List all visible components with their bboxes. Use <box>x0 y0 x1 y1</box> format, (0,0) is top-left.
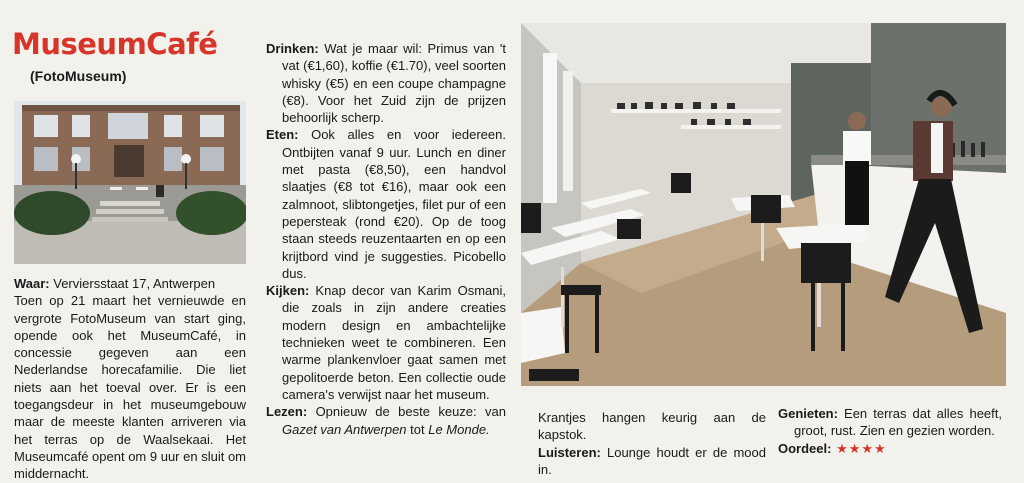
luisteren-text: Lounge houdt er de mood in. <box>538 444 766 477</box>
kijken-paragraph <box>266 282 506 403</box>
waar-paragraph <box>14 275 246 292</box>
waar-address: Verviersstaat 17, Antwerpen <box>49 276 216 291</box>
lezen-text-a: Opnieuw de beste keuze: van <box>307 404 506 420</box>
lezen-paragraph <box>266 403 506 438</box>
drinken-text: Wat je maar wil: Primus van 't vat (€1,60), koffie (€1.70), veel soorten whisky (€5) en een coupe champagne (€8). Voor het Zuid zijn de prijzen behoorlijk scherp. <box>282 41 506 126</box>
cafe-interior-photo <box>521 23 1006 386</box>
lezen-newspaper-1: Gazet van Antwerpen <box>282 421 407 437</box>
article-title: MuseumCafé <box>12 27 218 61</box>
building-illustration <box>14 101 246 264</box>
museum-building-photo <box>14 101 246 264</box>
luisteren-paragraph <box>538 444 766 479</box>
eten-paragraph <box>266 126 506 282</box>
waar-label: Waar: <box>14 276 50 291</box>
cafe-interior-illustration <box>521 23 1006 386</box>
lezen-label: Lezen: <box>266 404 308 420</box>
column-waar <box>14 275 246 483</box>
column-genieten <box>778 405 1002 457</box>
eten-text: Ook alles en voor iedereen. Ontbijten vanaf 9 uur. Lunch en diner met pasta (€8,50), een handvol slaatjes (€8 tot €16), maar ook een zalmnoot, slibtongetjes, filet pur of een pepersteak (rond €20). Op de toog staan steeds reuzentaarten en op een krijtbord vind je suggesties. Picobello dus. <box>282 127 506 281</box>
article-subtitle: (FotoMuseum) <box>30 68 127 84</box>
kapstok-paragraph: Krantjes hangen keurig aan de kapstok. <box>538 410 766 443</box>
lezen-text-b: tot <box>406 421 429 437</box>
kijken-label: Kijken: <box>266 283 310 299</box>
genieten-label: Genieten: <box>778 406 838 421</box>
lezen-newspaper-2: Le Monde. <box>428 421 490 437</box>
genieten-paragraph <box>778 405 1002 440</box>
intro-paragraph: Toen op 21 maart het vernieuwde en vergrote FotoMuseum van start ging, opende ook het MuseumCafé, in concessie gegeven aan een Nederlandse horecafamilie. Die liet niets aan het toeval over. Er is een toegangsdeur in het museumgebouw maar de meeste klanten arriveren via het terras op de Waalsekaai. Het Museumcafé opent om 9 uur en sluit om middernacht. <box>14 293 246 482</box>
oordeel-paragraph <box>778 440 1002 457</box>
luisteren-label: Luisteren: <box>538 444 601 460</box>
rating-stars-icon: ★★★★ <box>831 440 887 456</box>
drinken-label: Drinken: <box>266 41 319 56</box>
drinken-paragraph <box>266 40 506 126</box>
kijken-text: Knap decor van Karim Osmani, die zoals in zijn andere creaties modern design en ambachtelijke technieken weet te combineren. Een warme plankenvloer gaat samen met gepolitoerde beton. Een collectie oude camera's verwijst naar het museum. <box>282 283 506 402</box>
eten-label: Eten: <box>266 127 299 143</box>
oordeel-label: Oordeel: <box>778 440 832 456</box>
column-main <box>266 40 506 438</box>
genieten-text: Een terras dat alles heeft, groot, rust. Zien en gezien worden. <box>794 406 1002 439</box>
